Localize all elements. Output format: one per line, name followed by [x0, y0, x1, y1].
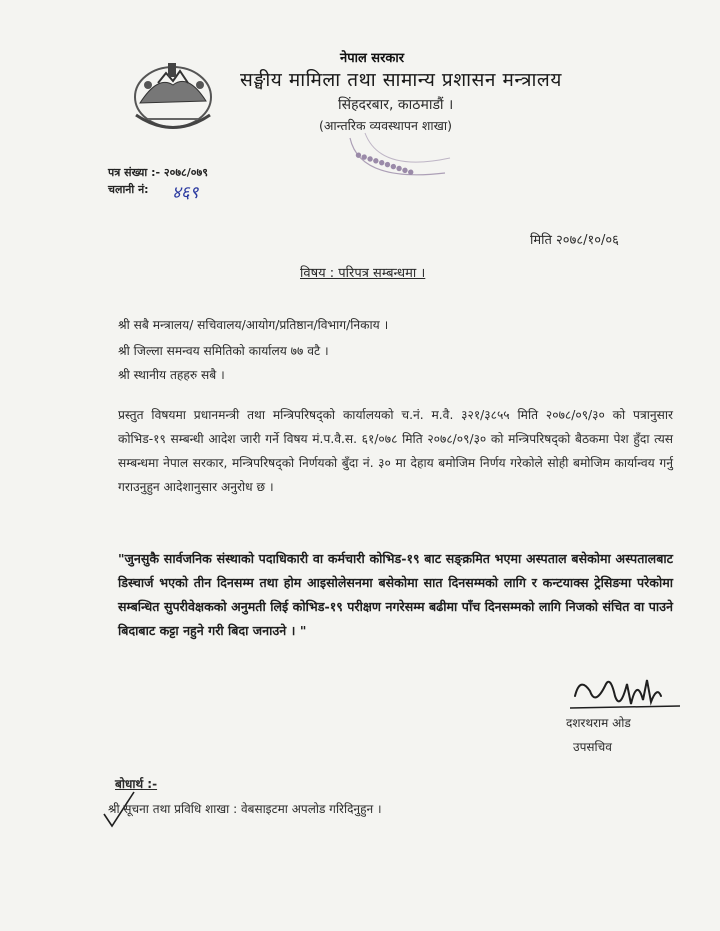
- svg-text:●●●●●●●●●●: ●●●●●●●●●●: [354, 150, 415, 177]
- body-paragraph: प्रस्तुत विषयमा प्रधानमन्त्री तथा मन्त्रिपरिषद्को कार्यालयको च.नं. म.वै. ३२१/३८५५ मिति २०७८/०९/३० को पत्रानुसार कोभिड-१९ सम्बन्धी आदेश जारी गर्ने विषय मं.प.वै.स. ६१/०७८ मिति २०७८/०९/३० को मन्त्रिपरिषद्को बैठकमा पेश हुँदा त्यस सम्बन्धमा नेपाल सरकार, मन्त्रिपरिषद्को निर्णयको बुँदा नं. ३० मा देहाय बमोजिम निर्णय गरेकोले सोही बमोजिम कार्यान्वय गर्नु गराउनुहुन आदेशानुसार अनुरोध छ ।: [118, 408, 673, 494]
- dispatch-label: चलानी नं:: [108, 183, 149, 196]
- ministry-name: सङ्घीय मामिला तथा सामान्य प्रशासन मन्त्रालय: [240, 69, 562, 91]
- addressee-line: श्री स्थानीय तहहरु सबै ।: [118, 368, 225, 382]
- cc-item: श्री सूचना तथा प्रविधि शाखा : वेबसाइटमा अपलोड गरिदिनुहुन ।: [108, 802, 382, 816]
- signatory-title: उपसचिव: [573, 740, 612, 754]
- quoted-decision: "जुनसुकै सार्वजनिक संस्थाको पदाधिकारी वा कर्मचारी कोभिड-१९ बाट सङ्क्रमित भएमा अस्पताल बसेकोमा अस्पतालबाट डिस्चार्ज भएको तीन दिनसम्म तथा होम आइसोलेसनमा बसेकोमा सात दिनसम्मको लागि र कन्टयाक्स ट्रेसिङमा परेकोमा सम्बन्धित सुपरीवेक्षकको अनुमती लिई कोभिड-१९ परीक्षण नगरेसम्म बढीमा पाँच दिनसम्मको लागि निजको संचित वा पाउने बिदाबाट कट्टा नहुने गरी बिदा जनाउने । ": [118, 551, 673, 638]
- office-address: सिंहदरबार, काठमाडौं ।: [338, 97, 454, 113]
- office-stamp-icon: [345, 128, 455, 188]
- branch-name: (आन्तरिक व्यवस्थापन शाखा): [319, 118, 452, 133]
- government-name: नेपाल सरकार: [340, 51, 405, 66]
- signature-icon: [565, 666, 685, 716]
- letter-number: पत्र संख्या :- २०७८/०७९: [108, 166, 208, 179]
- addressee-line: श्री जिल्ला समन्वय समितिको कार्यालय ७७ वटै ।: [118, 344, 329, 358]
- dispatch-number: ४६९: [172, 183, 199, 203]
- addressee-line: श्री सबै मन्त्रालय/ सचिवालय/आयोग/प्रतिष्ठान/विभाग/निकाय ।: [118, 318, 389, 332]
- letter-date: मिति २०७८/१०/०६: [530, 233, 619, 248]
- nepal-emblem-icon: [118, 55, 228, 135]
- cc-label: बोधार्थ :-: [115, 777, 158, 791]
- signatory-name: दशरथराम ओड: [566, 716, 631, 730]
- letter-subject: विषय : परिपत्र सम्बन्धमा ।: [300, 266, 426, 281]
